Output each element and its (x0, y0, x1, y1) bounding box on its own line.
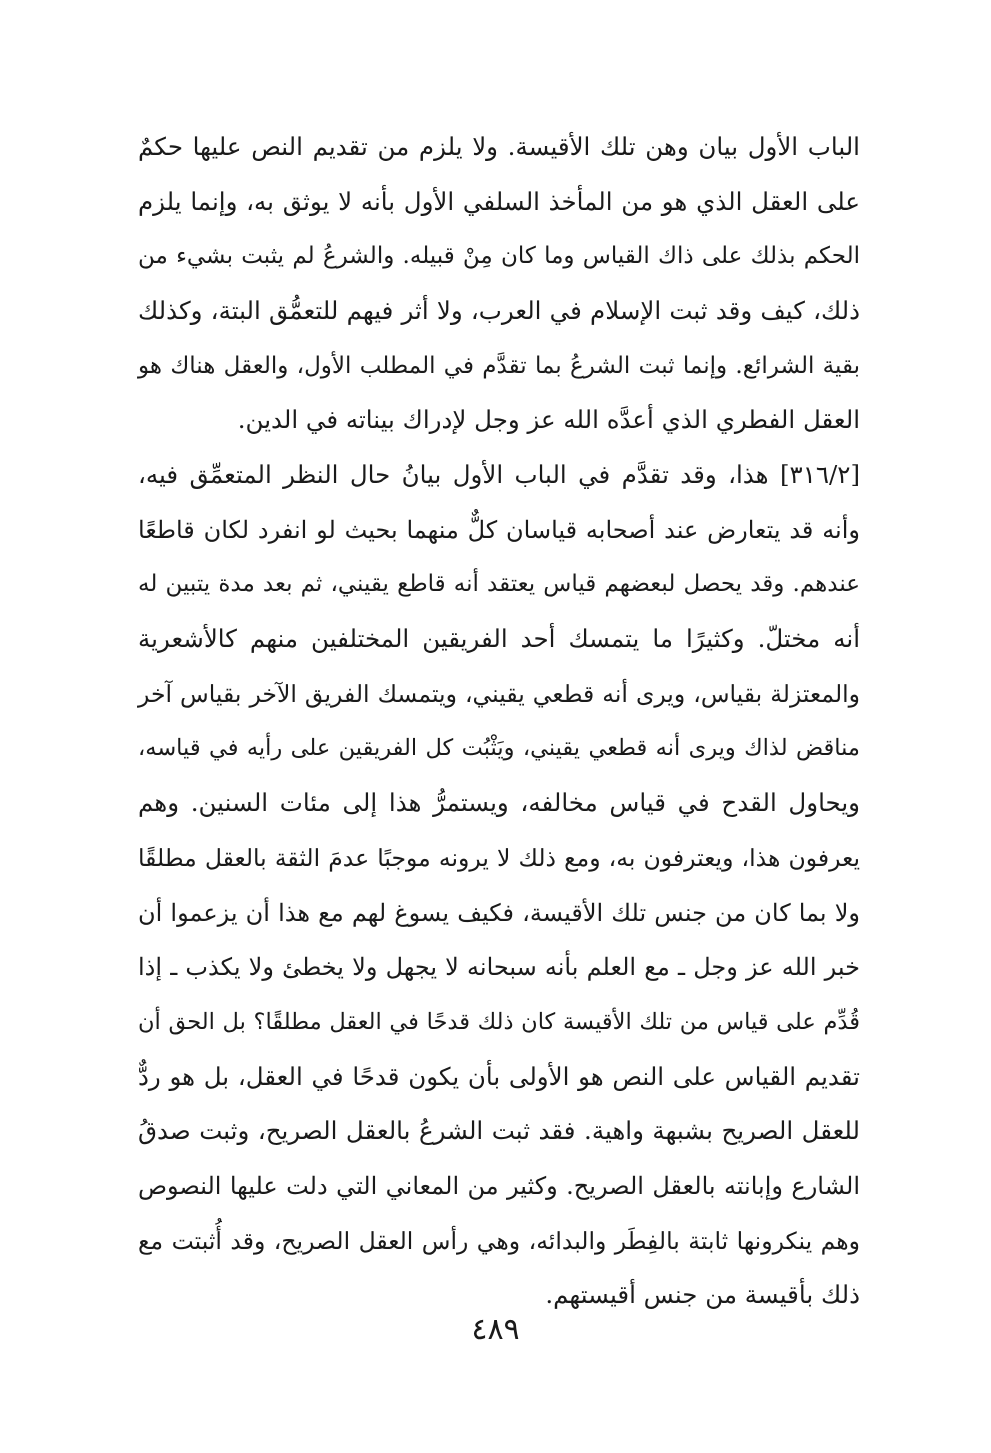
text-line: والمعتزلة بقياس، ويرى أنه قطعي يقيني، ويتمسك الفريق الآخر بقياس آخر (138, 679, 860, 708)
text-line: قُدِّم على قياس من تلك الأقيسة كان ذلك قدحًا في العقل مطلقًا؟ بل الحق أن (138, 1008, 860, 1035)
text-line: عندهم. وقد يحصل لبعضهم قياس يعتقد أنه قاطع يقيني، ثم بعد مدة يتبين له (138, 571, 860, 598)
text-line: مناقض لذاك ويرى أنه قطعي يقيني، ويَثْبُت كل الفريقين على رأيه في قياسه، (138, 735, 860, 762)
text-line: ذلك، كيف وقد ثبت الإسلام في العرب، ولا أثر فيهم للتعمُّق البتة، وكذلك (138, 296, 860, 326)
text-line: خبر الله عز وجل ـ مع العلم بأنه سبحانه لا يجهل ولا يخطئ ولا يكذب ـ إذا (138, 953, 860, 982)
text-line: الحكم بذلك على ذاك القياس وما كان مِنْ قبيله. والشرعُ لم يثبت بشيء من (138, 243, 860, 270)
text-line: الشارع وإبانته بالعقل الصريح. وكثير من المعاني التي دلت عليها النصوص (138, 1171, 860, 1200)
text-line: يعرفون هذا، ويعترفون به، ومع ذلك لا يرونه موجبًا عدمَ الثقة بالعقل مطلقًا (138, 843, 860, 872)
text-line: وهم ينكرونها ثابتة بالفِطَر والبدائه، وهي رأس العقل الصريح، وقد أُثبتت مع (138, 1226, 860, 1255)
paragraph-1 (138, 120, 860, 448)
text-line: ذلك بأقيسة من جنس أقيستهم. (545, 1280, 860, 1310)
text-line: ويحاول القدح في قياس مخالفه، ويستمرُّ هذا إلى مئات السنين. وهم (138, 788, 860, 818)
text-line: بقية الشرائع. وإنما ثبت الشرعُ بما تقدَّم في المطلب الأول، والعقل هناك هو (138, 352, 860, 379)
text-line: وأنه قد يتعارض عند أصحابه قياسان كلٌّ منهما بحيث لو انفرد لكان قاطعًا (138, 515, 860, 544)
text-line: العقل الفطري الذي أعدَّه الله عز وجل لإدراك بيناته في الدين. (237, 405, 860, 435)
text-line: الباب الأول بيان وهن تلك الأقيسة. ولا يلزم من تقديم النص عليها حكمٌ (138, 132, 860, 161)
text-line: ولا بما كان من جنس تلك الأقيسة، فكيف يسوغ لهم مع هذا أن يزعموا أن (138, 898, 860, 927)
page-number: ٤٨٩ (471, 1312, 520, 1347)
text-line: [٣١٦/٢] هذا، وقد تقدَّم في الباب الأول بيانُ حال النظر المتعمِّق فيه، (138, 460, 860, 489)
text-line: تقديم القياس على النص هو الأولى بأن يكون قدحًا في العقل، بل هو ردٌّ (138, 1061, 860, 1091)
paragraph-2 (138, 448, 860, 1323)
text-line: أنه مختلّ. وكثيرًا ما يتمسك أحد الفريقين المختلفين منهم كالأشعرية (138, 624, 860, 654)
text-line: على العقل الذي هو من المأخذ السلفي الأول بأنه لا يوثق به، وإنما يلزم (138, 186, 860, 216)
text-line: للعقل الصريح بشبهة واهية. فقد ثبت الشرعُ بالعقل الصريح، وثبت صدقُ (138, 1116, 860, 1146)
